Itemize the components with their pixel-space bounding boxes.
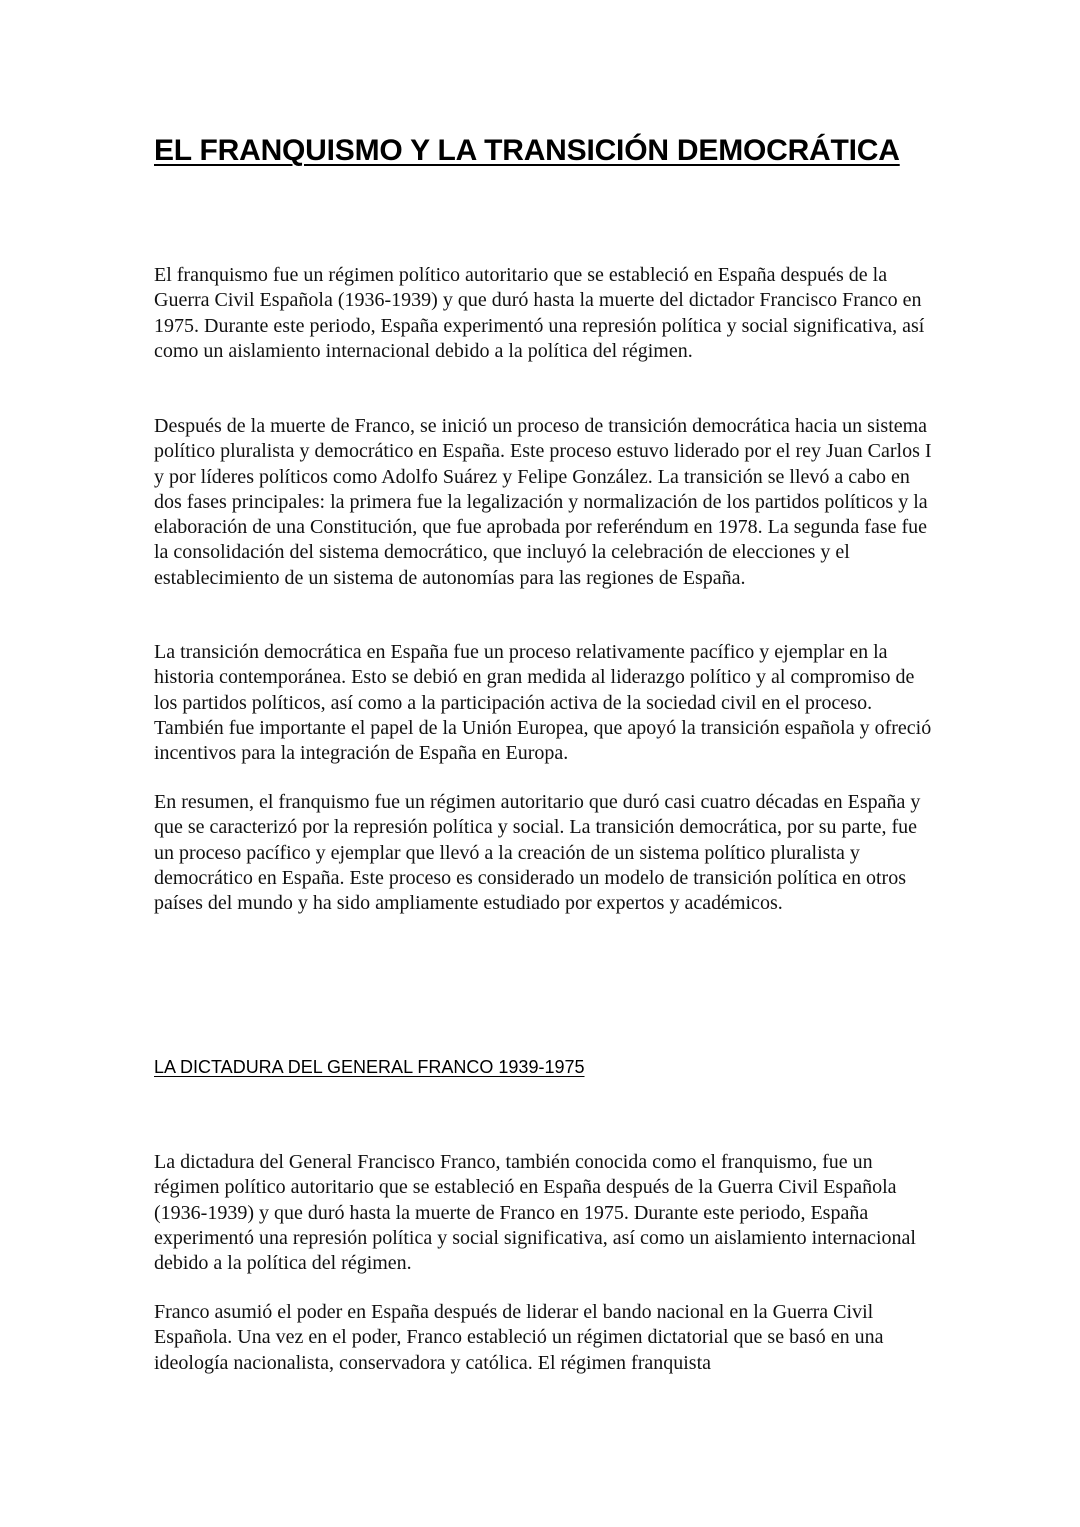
intro-paragraph-4: En resumen, el franquismo fue un régimen autoritario que duró casi cuatro décadas en España y que se caracterizó por la represión política y social. La transición democrática, por su parte, fue un proceso pacífico y ejemplar que llevó a la creación de un sistema político pluralista y democrático en España. Este proceso es considerado un modelo de transición política en otros países del mundo y ha sido ampliamente estudiado por expertos y académicos. bbox=[154, 791, 921, 915]
intro-paragraph-3: La transición democrática en España fue un proceso relativamente pacífico y ejemplar en la historia contemporánea. Esto se debió en gran medida al liderazgo político y al compromiso de los partidos políticos, así como a la participación activa de la sociedad civil en el proceso. También fue importante el papel de la Unión Europea, que apoyó la transición española y ofreció incentivos para la integración de España en Europa. bbox=[154, 641, 932, 765]
intro-paragraph-2: Después de la muerte de Franco, se inició un proceso de transición democrática hacia un sistema político pluralista y democrático en España. Este proceso estuvo liderado por el rey Juan Carlos I y por líderes políticos como Adolfo Suárez y Felipe González. La transición se llevó a cabo en dos fases principales: la primera fue la legalización y normalización de los partidos políticos y la elaboración de una Constitución, que fue aprobada por referéndum en 1978. La segunda fase fue la consolidación del sistema democrático, que incluyó la celebración de elecciones y el establecimiento de un sistema de autonomías para las regiones de España. bbox=[154, 415, 932, 589]
section-heading: LA DICTADURA DEL GENERAL FRANCO 1939-1975 bbox=[154, 1057, 585, 1077]
section-paragraph-2: Franco asumió el poder en España después de liderar el bando nacional en la Guerra Civil Española. Una vez en el poder, Franco estableció un régimen dictatorial que se basó en una ideología nacionalista, conservadora y católica. El régimen franquista bbox=[154, 1301, 884, 1374]
document-title: EL FRANQUISMO Y LA TRANSICIÓN DEMOCRÁTICA bbox=[154, 134, 900, 167]
section-paragraph-1: La dictadura del General Francisco Franco, también conocida como el franquismo, fue un régimen político autoritario que se estableció en España después de la Guerra Civil Española (1936-1939) y que duró hasta la muerte de Franco en 1975. Durante este periodo, España experimentó una represión política y social significativa, así como un aislamiento internacional debido a la política del régimen. bbox=[154, 1151, 916, 1275]
intro-paragraph-1: El franquismo fue un régimen político autoritario que se estableció en España después de la Guerra Civil Española (1936-1939) y que duró hasta la muerte del dictador Francisco Franco en 1975. Durante este periodo, España experimentó una represión política y social significativa, así como un aislamiento internacional debido a la política del régimen. bbox=[154, 264, 925, 362]
